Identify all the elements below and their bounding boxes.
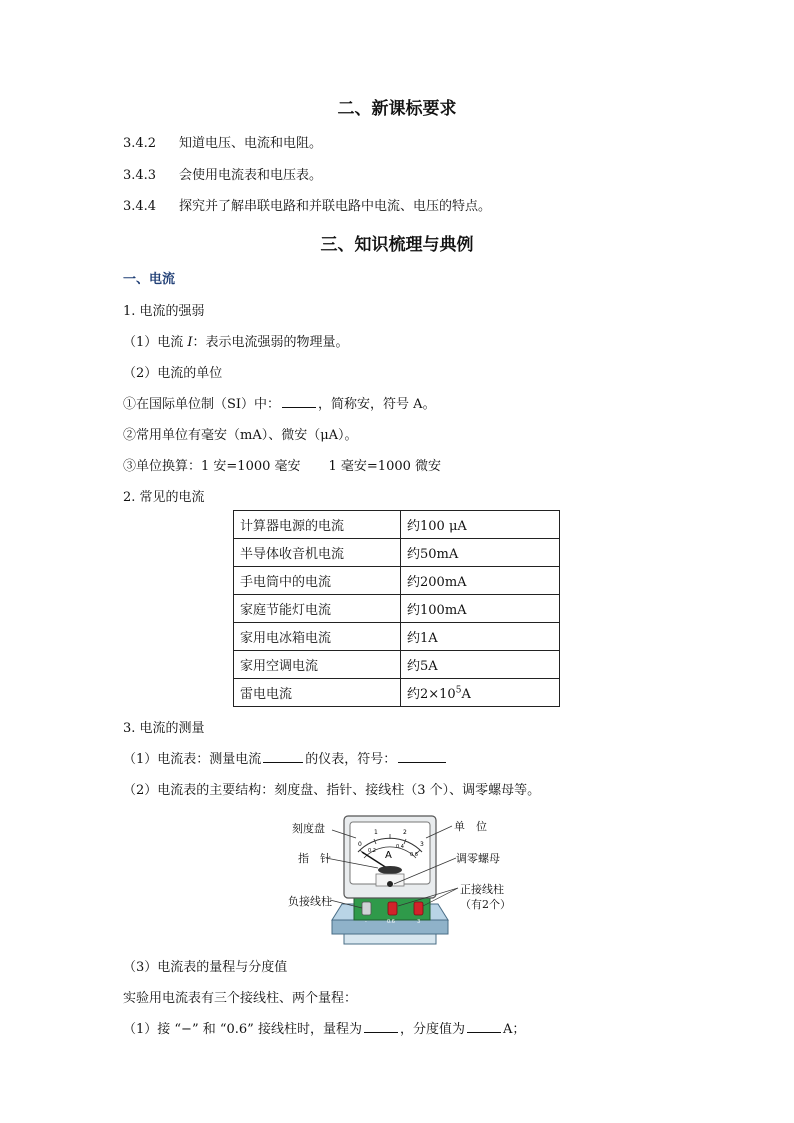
scale-label: 1 bbox=[374, 829, 378, 836]
text: ①在国际单位制（SI）中： bbox=[123, 397, 281, 412]
requirement-code: 3.4.3 bbox=[123, 168, 157, 183]
paragraph: ②常用单位有毫安（mA）、微安（μA）。 bbox=[123, 428, 358, 443]
paragraph bbox=[123, 393, 436, 412]
requirement-text: 探究并了解串联电路和并联电路中电流、电压的特点。 bbox=[179, 199, 492, 214]
table-row bbox=[234, 651, 560, 679]
text: （1）接 “−” 和 “0.6” 接线柱时，量程为 bbox=[123, 1022, 362, 1037]
table-cell: 约200mA bbox=[401, 567, 560, 595]
paragraph: 1. 电流的强弱 bbox=[123, 304, 205, 319]
ammeter-illustration bbox=[280, 812, 530, 952]
table-cell: 半导体收音机电流 bbox=[234, 539, 401, 567]
label-positive-note: （有2个） bbox=[460, 898, 511, 911]
variable-i: I bbox=[187, 335, 193, 350]
table-cell: 计算器电源的电流 bbox=[234, 511, 401, 539]
subsection-title-current: 一、电流 bbox=[123, 272, 176, 287]
section-title-requirements: 二、新课标要求 bbox=[337, 99, 457, 119]
requirement-item bbox=[123, 164, 322, 183]
scale-label: 0.2 bbox=[368, 848, 376, 854]
positive-terminal-3 bbox=[414, 902, 423, 915]
text: ③单位换算：1 安=1000 毫安 bbox=[123, 459, 301, 474]
text: 约2×10 bbox=[407, 687, 456, 702]
table-cell: 约100mA bbox=[401, 595, 560, 623]
table-cell: 手电筒中的电流 bbox=[234, 567, 401, 595]
text: （1）电流表：测量电流 bbox=[123, 752, 262, 767]
table-row bbox=[234, 623, 560, 651]
scale-label: 2 bbox=[403, 829, 407, 836]
text: ，简称安，符号 A。 bbox=[318, 397, 436, 412]
paragraph: 2. 常见的电流 bbox=[123, 490, 205, 505]
paragraph: （2）电流的单位 bbox=[123, 366, 223, 381]
paragraph bbox=[123, 331, 349, 350]
fill-blank[interactable] bbox=[282, 395, 316, 408]
terminal-label: 0.6 bbox=[387, 919, 395, 925]
text: A bbox=[461, 687, 471, 702]
requirement-text: 会使用电流表和电压表。 bbox=[179, 168, 323, 183]
paragraph bbox=[123, 455, 441, 474]
terminal-label: - bbox=[365, 919, 367, 925]
paragraph: （2）电流表的主要结构：刻度盘、指针、接线柱（3 个）、调零螺母等。 bbox=[123, 783, 541, 798]
table-row bbox=[234, 511, 560, 539]
text: ，分度值为 bbox=[399, 1022, 465, 1037]
label-needle: 指 针 bbox=[298, 852, 331, 865]
table-row bbox=[234, 567, 560, 595]
table-cell: 约5A bbox=[401, 651, 560, 679]
requirement-code: 3.4.2 bbox=[123, 136, 157, 151]
section-title-knowledge: 三、知识梳理与典例 bbox=[320, 235, 474, 255]
scale-label: 0.6 bbox=[410, 852, 418, 858]
fill-blank[interactable] bbox=[263, 750, 303, 763]
text: ：表示电流强弱的物理量。 bbox=[192, 335, 349, 350]
scale-label: 0.4 bbox=[396, 844, 404, 850]
text: 的仪表，符号： bbox=[305, 752, 397, 767]
table-cell: 约50mA bbox=[401, 539, 560, 567]
table-cell: 家用电冰箱电流 bbox=[234, 623, 401, 651]
label-negative-terminal: 负接线柱 bbox=[288, 895, 332, 908]
label-zero-nut: 调零螺母 bbox=[456, 852, 500, 865]
table-row bbox=[234, 539, 560, 567]
paragraph bbox=[123, 748, 448, 767]
fill-blank[interactable] bbox=[364, 1020, 398, 1033]
table-cell: 雷电电流 bbox=[234, 679, 401, 707]
table-cell: 家庭节能灯电流 bbox=[234, 595, 401, 623]
label-dial: 刻度盘 bbox=[292, 822, 325, 835]
requirement-item bbox=[123, 132, 322, 151]
table-row bbox=[234, 595, 560, 623]
requirement-text: 知道电压、电流和电阻。 bbox=[179, 136, 323, 151]
table-cell: 约1A bbox=[401, 623, 560, 651]
scale-label: 3 bbox=[420, 841, 424, 848]
scale-label: 0 bbox=[358, 841, 362, 848]
requirement-code: 3.4.4 bbox=[123, 199, 157, 214]
table-cell bbox=[401, 679, 560, 707]
text: （1）电流 bbox=[123, 335, 188, 350]
text: A； bbox=[502, 1022, 526, 1037]
paragraph: 3. 电流的测量 bbox=[123, 721, 205, 736]
exponent: 5 bbox=[455, 685, 462, 696]
fill-blank[interactable] bbox=[467, 1020, 501, 1033]
needle-pivot bbox=[378, 866, 402, 874]
label-unit: 单 位 bbox=[454, 820, 487, 833]
text: 1 毫安=1000 微安 bbox=[328, 459, 442, 474]
zero-adjust-screw bbox=[387, 881, 393, 887]
negative-terminal bbox=[362, 902, 371, 915]
common-currents-table bbox=[233, 510, 560, 707]
table-cell: 家用空调电流 bbox=[234, 651, 401, 679]
requirement-item bbox=[123, 195, 491, 214]
paragraph bbox=[123, 1018, 525, 1037]
table-cell: 约100 μA bbox=[401, 511, 560, 539]
label-positive-terminal: 正接线柱 bbox=[460, 883, 504, 896]
table-row bbox=[234, 679, 560, 707]
positive-terminal-06 bbox=[388, 902, 397, 915]
unit-symbol: A bbox=[385, 850, 392, 861]
paragraph: （3）电流表的量程与分度值 bbox=[123, 960, 288, 975]
ammeter-base-foot bbox=[344, 934, 436, 944]
paragraph: 实验用电流表有三个接线柱、两个量程： bbox=[123, 991, 358, 1006]
fill-blank[interactable] bbox=[398, 750, 446, 763]
terminal-label: 3 bbox=[417, 919, 421, 925]
